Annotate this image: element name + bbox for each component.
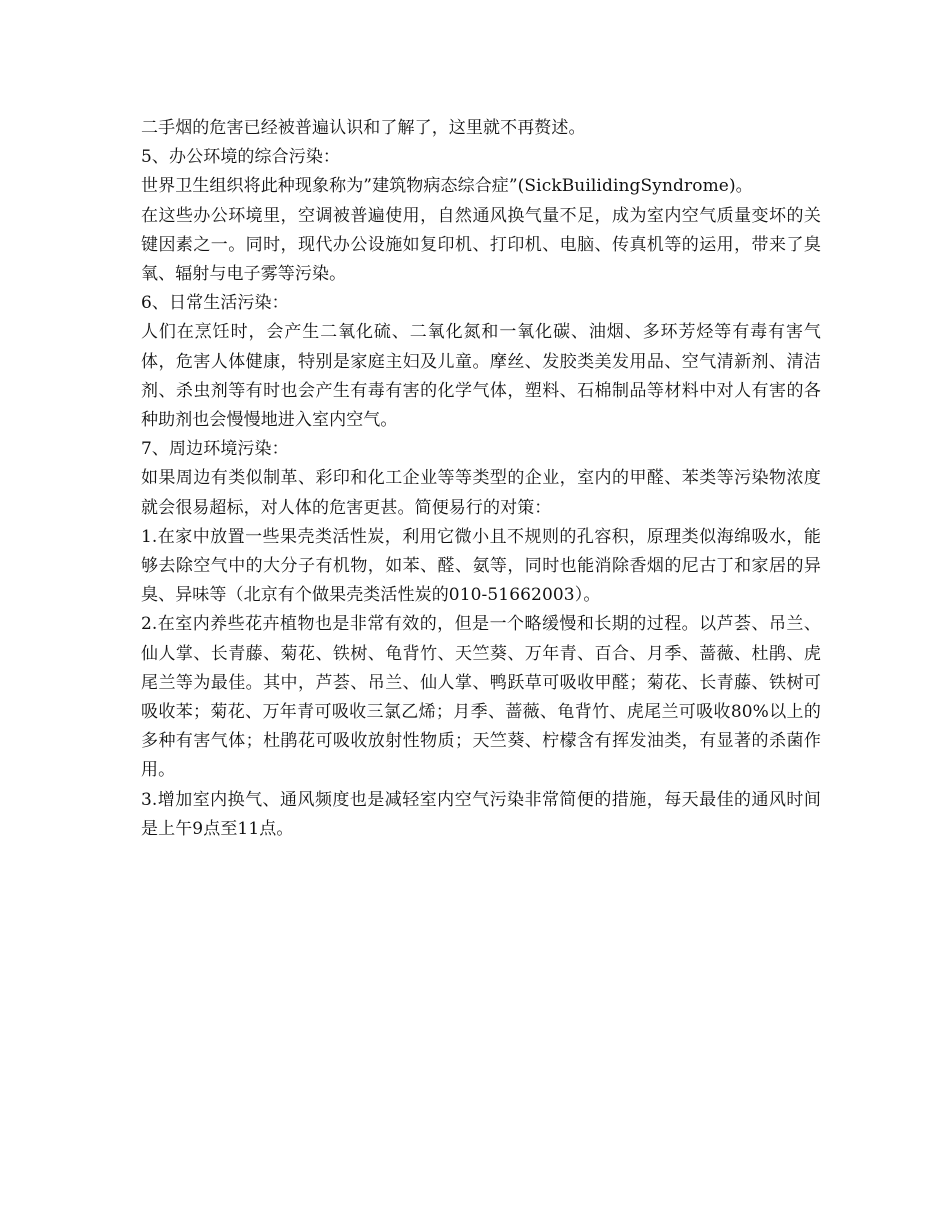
paragraph-secondhand-smoke: 二手烟的危害已经被普遍认识和了解了，这里就不再赘述。 bbox=[141, 118, 586, 138]
document-body bbox=[141, 114, 821, 844]
paragraph-surrounding-industry: 如果周边有类似制革、彩印和化工企业等等类型的企业，室内的甲醛、苯类等污染物浓度就会很易超标，对人体的危害更甚。简便易行的对策： bbox=[141, 468, 821, 518]
paragraph-sick-building: 世界卫生组织将此种现象称为”建筑物病态综合症”(SickBuilidingSyndrome)。 bbox=[141, 176, 753, 197]
list-item-plants: 2.在室内养些花卉植物也是非常有效的，但是一个略缓慢和长期的过程。以芦荟、吊兰、仙人掌、长青藤、菊花、铁树、龟背竹、天竺葵、万年青、百合、月季、蔷薇、杜鹃、虎尾兰等为最佳。其中，芦荟、吊兰、仙人掌、鸭跃草可吸收甲醛；菊花、长青藤、铁树可吸收苯；菊花、万年青可吸收三氯乙烯；月季、蔷薇、龟背竹、虎尾兰可吸收80%以上的多种有害气体；杜鹃花可吸收放射性物质；天竺葵、柠檬含有挥发油类，有显著的杀菌作用。 bbox=[141, 614, 821, 781]
heading-surrounding-pollution: 7、周边环境污染： bbox=[141, 439, 289, 460]
list-item-activated-carbon: 1.在家中放置一些果壳类活性炭，利用它微小且不规则的孔容积，原理类似海绵吸水，能够去除空气中的大分子有机物，如苯、醛、氨等，同时也能消除香烟的尼古丁和家居的异臭、异味等（北京有个做果壳类活性炭的010-51662003）。 bbox=[141, 526, 821, 606]
heading-office-pollution: 5、办公环境的综合污染： bbox=[141, 147, 341, 168]
paragraph-cooking-pollution: 人们在烹饪时，会产生二氧化硫、二氧化氮和一氧化碳、油烟、多环芳烃等有毒有害气体，危害人体健康，特别是家庭主妇及儿童。摩丝、发胶类美发用品、空气清新剂、清洁剂、杀虫剂等有时也会产生有毒有害的化学气体，塑料、石棉制品等材料中对人有害的各种助剂也会慢慢地进入室内空气。 bbox=[141, 322, 821, 431]
heading-daily-life-pollution: 6、日常生活污染： bbox=[141, 293, 289, 314]
paragraph-office-environment: 在这些办公环境里，空调被普遍使用，自然通风换气量不足，成为室内空气质量变坏的关键因素之一。同时，现代办公设施如复印机、打印机、电脑、传真机等的运用，带来了臭氧、辐射与电子雾等污染。 bbox=[141, 205, 821, 285]
list-item-ventilation: 3.增加室内换气、通风频度也是减轻室内空气污染非常简便的措施，每天最佳的通风时间是上午9点至11点。 bbox=[141, 789, 821, 839]
